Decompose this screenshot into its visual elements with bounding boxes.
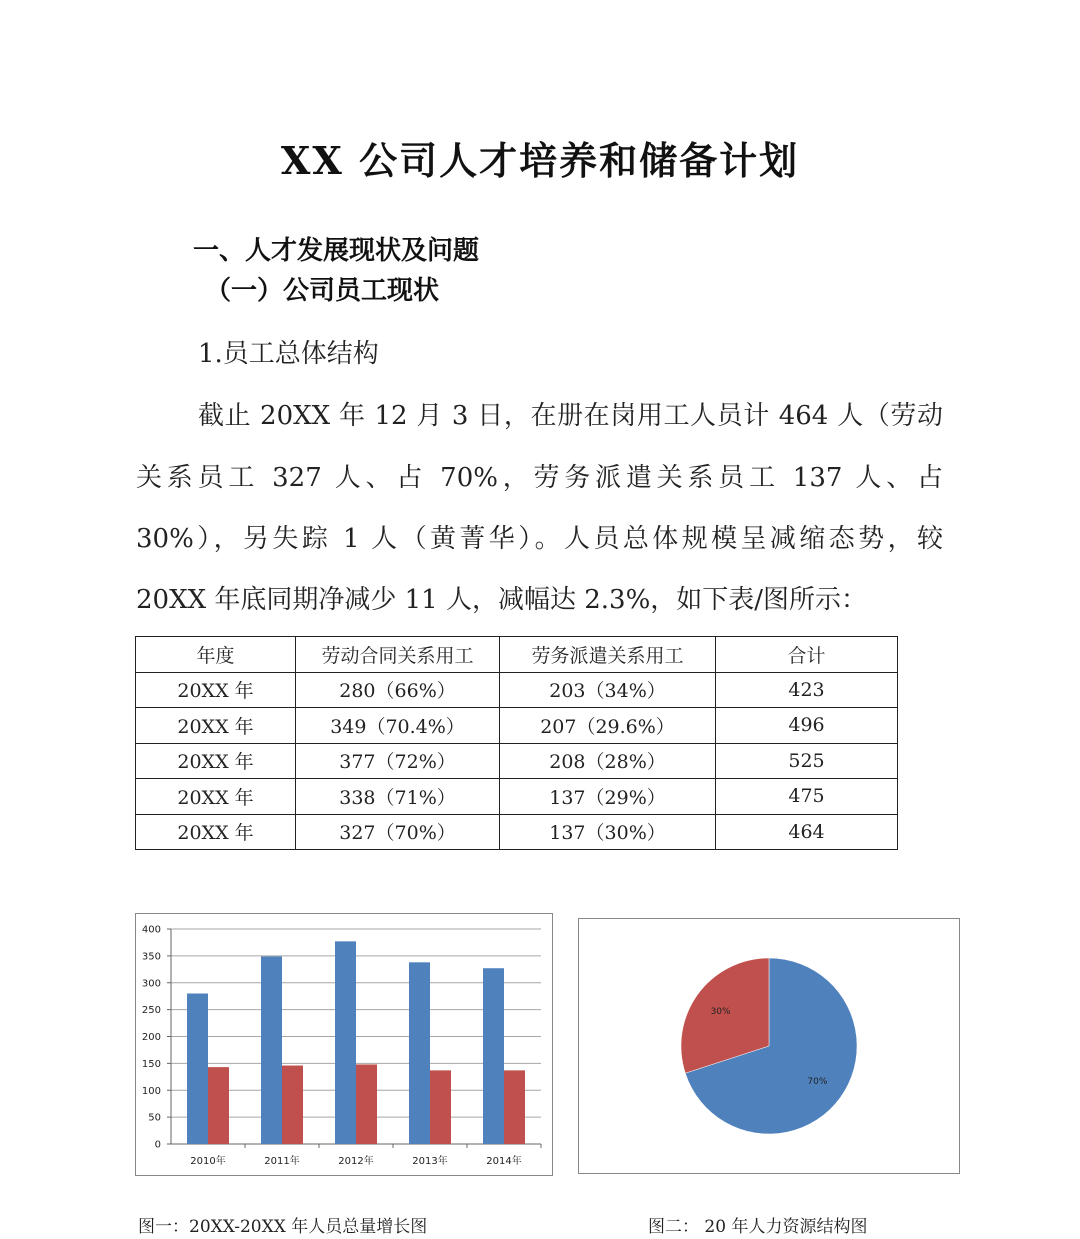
table-cell: 20XX 年 <box>136 672 296 708</box>
bar <box>261 956 282 1144</box>
y-tick-label: 150 <box>141 1058 161 1070</box>
table-row <box>136 814 898 850</box>
table-cell: 20XX 年 <box>136 708 296 744</box>
x-tick-label: 2014年 <box>486 1156 522 1167</box>
column-header: 劳动合同关系用工 <box>296 637 500 673</box>
table-cell: 207（29.6%） <box>500 708 716 744</box>
section-heading: 一、人才发展现状及问题 <box>193 236 480 266</box>
paragraph-line: 30%），另失踪 1 人（黄菁华）。人员总体规模呈减缩态势，较 <box>136 524 943 554</box>
x-tick-label: 2013年 <box>412 1156 448 1167</box>
bar <box>430 1070 451 1144</box>
figure-caption: 图一：20XX-20XX 年人员总量增长图 <box>138 1217 428 1237</box>
table-cell: 208（28%） <box>500 743 716 779</box>
x-tick-label: 2012年 <box>338 1156 374 1167</box>
y-tick-label: 400 <box>141 924 161 936</box>
table-header-row <box>136 637 898 673</box>
bar <box>187 994 208 1145</box>
bar-chart <box>136 914 552 1175</box>
bar <box>282 1066 303 1144</box>
y-tick-label: 200 <box>141 1032 161 1043</box>
table-row <box>136 708 898 744</box>
y-tick-label: 50 <box>148 1112 161 1124</box>
table-cell: 423 <box>716 672 898 708</box>
table-row <box>136 743 898 779</box>
table-cell: 377（72%） <box>296 743 500 779</box>
table-cell: 525 <box>716 743 898 779</box>
bar <box>504 1070 525 1144</box>
table-cell: 464 <box>716 814 898 850</box>
table-row <box>136 672 898 708</box>
bar <box>483 968 504 1144</box>
table-cell: 203（34%） <box>500 672 716 708</box>
bar <box>356 1064 377 1144</box>
pie-chart-frame <box>578 918 960 1174</box>
column-header: 劳务派遣关系用工 <box>500 637 716 673</box>
document-title: XX 公司人才培养和储备计划 <box>280 138 800 183</box>
bar-chart-frame <box>135 913 553 1176</box>
y-tick-label: 350 <box>141 951 161 963</box>
table-cell: 137（30%） <box>500 814 716 850</box>
table-cell: 20XX 年 <box>136 779 296 815</box>
bar <box>208 1067 229 1144</box>
bar <box>335 941 356 1144</box>
table-cell: 137（29%） <box>500 779 716 815</box>
figure-caption: 图二： 20 年人力资源结构图 <box>648 1217 868 1237</box>
x-tick-label: 2010年 <box>190 1156 226 1167</box>
table-cell: 475 <box>716 779 898 815</box>
paragraph-line: 20XX 年底同期净减少 11 人，减幅达 2.3%，如下表/图所示： <box>136 585 868 615</box>
table-cell: 20XX 年 <box>136 814 296 850</box>
bar <box>409 962 430 1144</box>
pie-chart <box>579 919 959 1173</box>
table-cell: 280（66%） <box>296 672 500 708</box>
table-cell: 20XX 年 <box>136 743 296 779</box>
table-cell: 327（70%） <box>296 814 500 850</box>
table-cell: 496 <box>716 708 898 744</box>
table-cell: 349（70.4%） <box>296 708 500 744</box>
table-cell: 338（71%） <box>296 779 500 815</box>
staff-table <box>135 636 898 850</box>
y-tick-label: 300 <box>141 978 161 990</box>
y-tick-label: 100 <box>141 1085 161 1097</box>
pie-data-label: 30% <box>710 1006 731 1017</box>
pie-data-label: 70% <box>807 1077 828 1088</box>
y-tick-label: 0 <box>154 1139 161 1151</box>
paragraph-line: 关系员工 327 人、占 70%，劳务派遣关系员工 137 人、占 <box>136 463 943 493</box>
column-header: 合计 <box>716 637 898 673</box>
item-heading: 1.员工总体结构 <box>198 339 379 369</box>
table-row <box>136 779 898 815</box>
x-tick-label: 2011年 <box>264 1156 300 1167</box>
y-tick-label: 250 <box>141 1005 161 1017</box>
column-header: 年度 <box>136 637 296 673</box>
paragraph-line: 截止 20XX 年 12 月 3 日，在册在岗用工人员计 464 人（劳动 <box>198 401 943 431</box>
subsection-heading: （一）公司员工现状 <box>205 276 440 306</box>
